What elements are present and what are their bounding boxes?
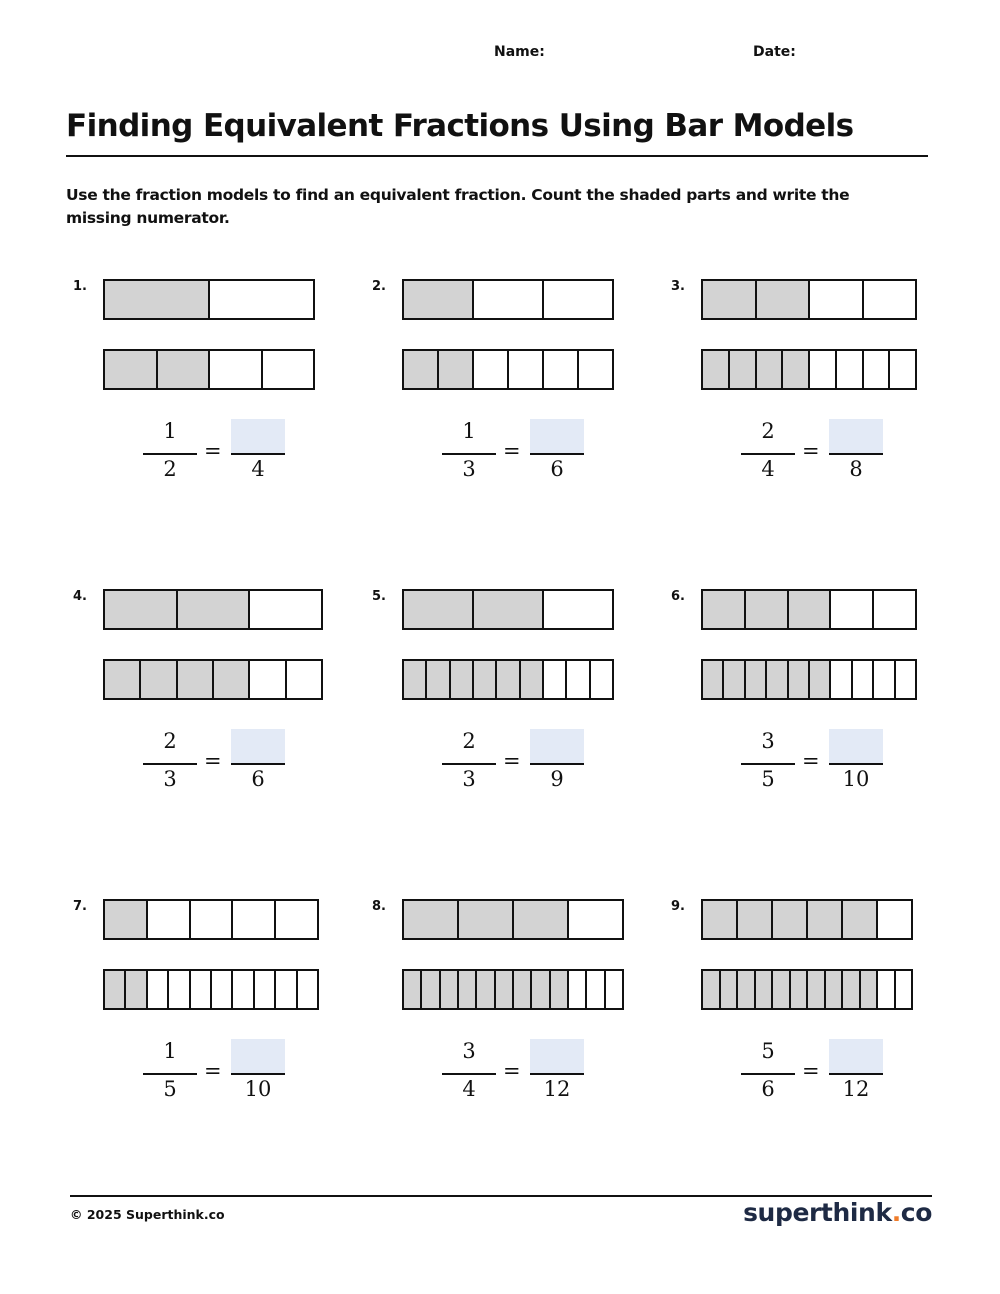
unshaded-part <box>210 351 263 388</box>
shaded-part <box>703 901 738 938</box>
problem-number: 2. <box>372 279 386 294</box>
shaded-part <box>791 971 809 1008</box>
shaded-part <box>178 661 214 698</box>
shaded-part <box>514 901 569 938</box>
unshaded-part <box>474 281 544 318</box>
name-label: Name: <box>494 44 545 60</box>
bottom-bar-model <box>103 349 315 390</box>
unshaded-part <box>567 661 590 698</box>
unshaded-part <box>579 351 612 388</box>
unshaded-part <box>587 971 605 1008</box>
given-numerator: 5 <box>761 1039 775 1063</box>
shaded-part <box>451 661 474 698</box>
shaded-part <box>441 971 459 1008</box>
unshaded-part <box>569 971 587 1008</box>
given-numerator: 3 <box>462 1039 476 1063</box>
unshaded-part <box>810 351 837 388</box>
fraction-bar <box>442 763 496 765</box>
bottom-bar-model <box>402 659 614 700</box>
problem-number: 7. <box>73 899 87 914</box>
missing-numerator-box[interactable] <box>231 1039 285 1073</box>
unshaded-part <box>250 661 286 698</box>
brand-dot: . <box>891 1198 901 1227</box>
given-numerator: 1 <box>462 419 476 443</box>
top-bar-model <box>103 279 315 320</box>
unshaded-part <box>191 901 234 938</box>
target-denominator: 12 <box>842 1077 870 1101</box>
target-denominator: 4 <box>251 457 265 481</box>
fraction-bar <box>741 453 795 455</box>
unshaded-part <box>831 591 874 628</box>
shaded-part <box>703 661 724 698</box>
problem-1 <box>73 279 363 499</box>
problem-6 <box>671 589 961 809</box>
bottom-bar-model <box>103 969 319 1010</box>
shaded-part <box>756 971 774 1008</box>
problem-3 <box>671 279 961 499</box>
unshaded-part <box>544 591 612 628</box>
problem-9 <box>671 899 961 1119</box>
given-denominator: 4 <box>761 457 775 481</box>
problem-number: 5. <box>372 589 386 604</box>
unshaded-part <box>287 661 321 698</box>
shaded-part <box>757 351 784 388</box>
unshaded-part <box>263 351 314 388</box>
top-bar-model <box>103 899 319 940</box>
shaded-part <box>789 661 810 698</box>
problem-number: 6. <box>671 589 685 604</box>
shaded-part <box>427 661 450 698</box>
shaded-part <box>532 971 550 1008</box>
equals-sign: = <box>503 749 521 773</box>
missing-numerator-box[interactable] <box>829 1039 883 1073</box>
fraction-bar <box>143 453 197 455</box>
fraction-bar <box>741 1073 795 1075</box>
fraction-bar <box>143 763 197 765</box>
unshaded-part <box>874 661 895 698</box>
problem-8 <box>372 899 662 1119</box>
shaded-part <box>738 901 773 938</box>
bottom-bar-model <box>701 969 913 1010</box>
shaded-part <box>214 661 250 698</box>
shaded-part <box>551 971 569 1008</box>
unshaded-part <box>874 591 915 628</box>
unshaded-part <box>169 971 190 1008</box>
bottom-bar-model <box>402 969 624 1010</box>
problem-number: 1. <box>73 279 87 294</box>
fraction-bar <box>231 453 285 455</box>
top-bar-model <box>701 899 913 940</box>
equals-sign: = <box>204 439 222 463</box>
fraction-bar <box>442 453 496 455</box>
given-numerator: 2 <box>761 419 775 443</box>
shaded-part <box>105 351 158 388</box>
shaded-part <box>826 971 844 1008</box>
problem-number: 8. <box>372 899 386 914</box>
shaded-part <box>105 281 210 318</box>
unshaded-part <box>606 971 622 1008</box>
equals-sign: = <box>204 1059 222 1083</box>
given-denominator: 3 <box>163 767 177 791</box>
fraction-bar <box>530 1073 584 1075</box>
shaded-part <box>861 971 879 1008</box>
given-numerator: 3 <box>761 729 775 753</box>
unshaded-part <box>890 351 915 388</box>
unshaded-part <box>853 661 874 698</box>
equals-sign: = <box>503 1059 521 1083</box>
shaded-part <box>178 591 251 628</box>
given-denominator: 5 <box>163 1077 177 1101</box>
brand-tld: co <box>900 1198 932 1227</box>
unshaded-part <box>233 971 254 1008</box>
target-denominator: 9 <box>550 767 564 791</box>
shaded-part <box>404 901 459 938</box>
unshaded-part <box>298 971 317 1008</box>
missing-numerator-box[interactable] <box>829 729 883 763</box>
unshaded-part <box>591 661 612 698</box>
problem-number: 9. <box>671 899 685 914</box>
shaded-part <box>843 901 878 938</box>
shaded-part <box>808 971 826 1008</box>
target-denominator: 8 <box>849 457 863 481</box>
footer-divider <box>70 1195 932 1197</box>
given-denominator: 4 <box>462 1077 476 1101</box>
problem-5 <box>372 589 662 809</box>
fraction-bar <box>530 453 584 455</box>
shaded-part <box>730 351 757 388</box>
unshaded-part <box>276 901 317 938</box>
shaded-part <box>105 591 178 628</box>
top-bar-model <box>701 279 917 320</box>
shaded-part <box>497 661 520 698</box>
shaded-part <box>843 971 861 1008</box>
shaded-part <box>703 351 730 388</box>
shaded-part <box>773 901 808 938</box>
unshaded-part <box>569 901 622 938</box>
problem-2 <box>372 279 662 499</box>
page-title: Finding Equivalent Fractions Using Bar Models <box>66 108 854 144</box>
fraction-bar <box>530 763 584 765</box>
shaded-part <box>767 661 788 698</box>
shaded-part <box>789 591 832 628</box>
shaded-part <box>783 351 810 388</box>
shaded-part <box>422 971 440 1008</box>
unshaded-part <box>544 281 612 318</box>
shaded-part <box>474 591 544 628</box>
unshaded-part <box>474 351 509 388</box>
missing-numerator-box[interactable] <box>829 419 883 453</box>
top-bar-model <box>103 589 323 630</box>
fraction-bar <box>829 1073 883 1075</box>
target-denominator: 10 <box>842 767 870 791</box>
fraction-bar <box>231 1073 285 1075</box>
brand-logo <box>743 1198 932 1227</box>
unshaded-part <box>210 281 313 318</box>
instructions: Use the fraction models to find an equivalent fraction. Count the shaded parts and write the missing numerator. <box>66 186 850 227</box>
date-label: Date: <box>753 44 796 60</box>
given-denominator: 3 <box>462 457 476 481</box>
equals-sign: = <box>503 439 521 463</box>
unshaded-part <box>864 281 916 318</box>
shaded-part <box>141 661 177 698</box>
missing-numerator-box[interactable] <box>231 419 285 453</box>
title-divider <box>66 155 928 157</box>
target-denominator: 6 <box>550 457 564 481</box>
shaded-part <box>404 661 427 698</box>
unshaded-part <box>810 281 864 318</box>
shaded-part <box>808 901 843 938</box>
given-denominator: 3 <box>462 767 476 791</box>
unshaded-part <box>148 901 191 938</box>
given-numerator: 2 <box>163 729 177 753</box>
equals-sign: = <box>204 749 222 773</box>
shaded-part <box>105 971 126 1008</box>
unshaded-part <box>837 351 864 388</box>
top-bar-model <box>402 279 614 320</box>
unshaded-part <box>148 971 169 1008</box>
unshaded-part <box>509 351 544 388</box>
shaded-part <box>514 971 532 1008</box>
given-denominator: 6 <box>761 1077 775 1101</box>
unshaded-part <box>276 971 297 1008</box>
unshaded-part <box>896 971 912 1008</box>
missing-numerator-box[interactable] <box>530 1039 584 1073</box>
bottom-bar-model <box>701 659 917 700</box>
given-numerator: 1 <box>163 419 177 443</box>
shaded-part <box>404 591 474 628</box>
shaded-part <box>126 971 147 1008</box>
given-denominator: 5 <box>761 767 775 791</box>
given-numerator: 1 <box>163 1039 177 1063</box>
unshaded-part <box>255 971 276 1008</box>
unshaded-part <box>878 901 911 938</box>
fraction-bar <box>442 1073 496 1075</box>
equals-sign: = <box>802 439 820 463</box>
shaded-part <box>477 971 495 1008</box>
shaded-part <box>496 971 514 1008</box>
brand-main: superthink <box>743 1198 892 1227</box>
shaded-part <box>404 281 474 318</box>
shaded-part <box>757 281 811 318</box>
shaded-part <box>459 901 514 938</box>
shaded-part <box>721 971 739 1008</box>
shaded-part <box>404 351 439 388</box>
problem-number: 4. <box>73 589 87 604</box>
shaded-part <box>105 901 148 938</box>
shaded-part <box>810 661 831 698</box>
missing-numerator-box[interactable] <box>530 729 584 763</box>
shaded-part <box>746 591 789 628</box>
target-denominator: 6 <box>251 767 265 791</box>
unshaded-part <box>544 351 579 388</box>
missing-numerator-box[interactable] <box>231 729 285 763</box>
shaded-part <box>105 661 141 698</box>
shaded-part <box>521 661 544 698</box>
given-numerator: 2 <box>462 729 476 753</box>
equals-sign: = <box>802 1059 820 1083</box>
problem-4 <box>73 589 363 809</box>
fraction-bar <box>829 453 883 455</box>
shaded-part <box>773 971 791 1008</box>
top-bar-model <box>701 589 917 630</box>
unshaded-part <box>250 591 321 628</box>
shaded-part <box>439 351 474 388</box>
shaded-part <box>158 351 211 388</box>
bottom-bar-model <box>103 659 323 700</box>
target-denominator: 10 <box>244 1077 272 1101</box>
unshaded-part <box>212 971 233 1008</box>
fraction-bar <box>143 1073 197 1075</box>
target-denominator: 12 <box>543 1077 571 1101</box>
unshaded-part <box>233 901 276 938</box>
copyright: © 2025 Superthink.co <box>70 1207 225 1222</box>
unshaded-part <box>878 971 896 1008</box>
fraction-bar <box>829 763 883 765</box>
bottom-bar-model <box>701 349 917 390</box>
given-denominator: 2 <box>163 457 177 481</box>
unshaded-part <box>896 661 915 698</box>
fraction-bar <box>741 763 795 765</box>
shaded-part <box>703 591 746 628</box>
missing-numerator-box[interactable] <box>530 419 584 453</box>
unshaded-part <box>544 661 567 698</box>
equals-sign: = <box>802 749 820 773</box>
shaded-part <box>703 281 757 318</box>
shaded-part <box>459 971 477 1008</box>
problem-7 <box>73 899 363 1119</box>
fraction-bar <box>231 763 285 765</box>
unshaded-part <box>864 351 891 388</box>
top-bar-model <box>402 899 624 940</box>
shaded-part <box>738 971 756 1008</box>
top-bar-model <box>402 589 614 630</box>
shaded-part <box>474 661 497 698</box>
shaded-part <box>724 661 745 698</box>
shaded-part <box>746 661 767 698</box>
shaded-part <box>703 971 721 1008</box>
problem-number: 3. <box>671 279 685 294</box>
bottom-bar-model <box>402 349 614 390</box>
shaded-part <box>404 971 422 1008</box>
unshaded-part <box>191 971 212 1008</box>
unshaded-part <box>831 661 852 698</box>
